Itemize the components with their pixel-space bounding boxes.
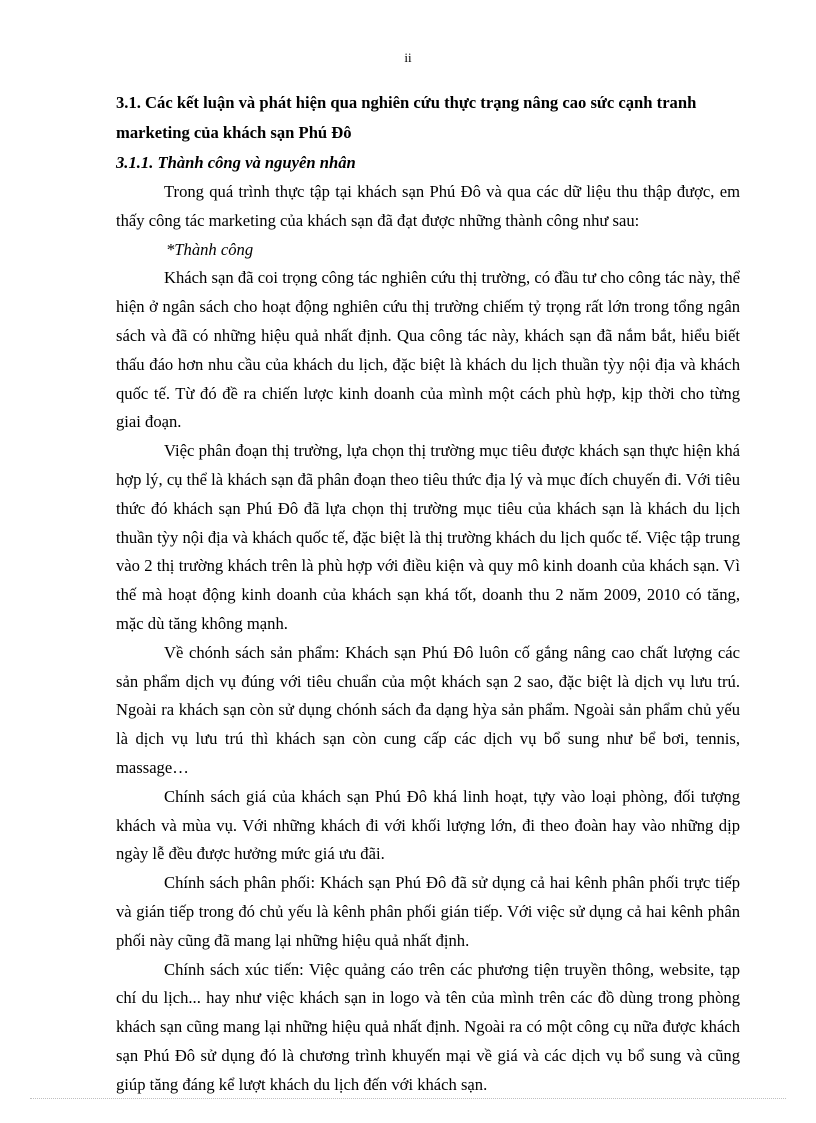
section-heading: 3.1. Các kết luận và phát hiện qua nghiên cứu thực trạng nâng cao sức cạnh tranh marketing của khách sạn Phú Đô [116,93,697,142]
document-body [116,88,740,1100]
paragraph-price-policy: Chính sách giá của khách sạn Phú Đô khá linh hoạt, tựy vào loại phòng, đối tượng khách và mùa vụ. Với những khách đi với khối lượng lớn, đi theo đoàn hay vào những dịp ngày lễ đều được hưởng mức giá ưu đãi. [116,786,740,864]
page-number: ii [404,50,412,65]
paragraph-product-policy: Về chónh sách sản phẩm: Khách sạn Phú Đô luôn cố gắng nâng cao chất lượng các sản phẩm dịch vụ đúng với tiêu chuẩn của một khách sạn 2 sao, đặc biệt là dịch vụ lưu trú. Ngoài ra khách sạn còn sử dụng chónh sách đa dạng hỳa sản phẩm. Ngoài sản phẩm chủ yếu là dịch vụ lưu trú thì khách sạn còn cung cấp các dịch vụ bổ sung như bể bơi, tennis, massage… [116,642,740,777]
paragraph-market-research: Khách sạn đã coi trọng công tác nghiên cứu thị trường, có đầu tư cho công tác này, thể hiện ở ngân sách cho hoạt động nghiên cứu thị trường chiếm tỷ trọng rất lớn trong tổng ngân sách và đã có những hiệu quả nhất định. Qua công tác này, khách sạn đã nắm bắt, hiểu biết thấu đáo hơn nhu cầu của khách du lịch, đặc biệt là khách du lịch thuần tỳy nội địa và khách quốc tế. Từ đó đề ra chiến lược kinh doanh của mình một cách phù hợp, kịp thời cho từng giai đoạn. [116,268,740,432]
success-label: *Thành công [166,239,254,259]
paragraph-promotion-policy: Chính sách xúc tiến: Việc quảng cáo trên các phương tiện truyền thông, website, tạp chí du lịch... hay như việc khách sạn in logo và tên của mình trên các đồ dùng trong phòng khách sạn cũng mang lại những hiệu quả nhất định. Ngoài ra có một công cụ nữa được khách sạn Phú Đô sử dụng đó là chương trình khuyến mại về giá và các dịch vụ bổ sung và cũng giúp tăng đáng kể lượt khách du lịch đến với khách sạn. [116,959,740,1094]
footer-divider [30,1098,786,1099]
subsection-heading: 3.1.1. Thành công và nguyên nhân [116,153,356,172]
intro-paragraph: Trong quá trình thực tập tại khách sạn Phú Đô và qua các dữ liệu thu thập được, em thấy công tác marketing của khách sạn đã đạt được những thành công như sau: [116,182,740,230]
paragraph-distribution-policy: Chính sách phân phối: Khách sạn Phú Đô đã sử dụng cả hai kênh phân phối trực tiếp và gián tiếp trong đó chủ yếu là kênh phân phối gián tiếp. Với việc sử dụng cả hai kênh phân phối này cũng đã mang lại những hiệu quả nhất định. [116,873,740,950]
paragraph-segmentation: Việc phân đoạn thị trường, lựa chọn thị trường mục tiêu được khách sạn thực hiện khá hợp lý, cụ thể là khách sạn đã phân đoạn theo tiêu thức địa lý và mục đích chuyến đi. Với tiêu thức đó khách sạn Phú Đô đã lựa chọn thị trường mục tiêu của khách sạn là khách du lịch thuần tỳy nội địa và khách quốc tế, đặc biệt là thị trường khách du lịch quốc tế. Việc tập trung vào 2 thị trường khách trên là phù hợp với điều kiện và quy mô kinh doanh của khách sạn. Vì thế mà hoạt động kinh doanh của khách sạn khá tốt, doanh thu 2 năm 2009, 2010 có tăng, mặc dù tăng không mạnh. [116,441,740,633]
